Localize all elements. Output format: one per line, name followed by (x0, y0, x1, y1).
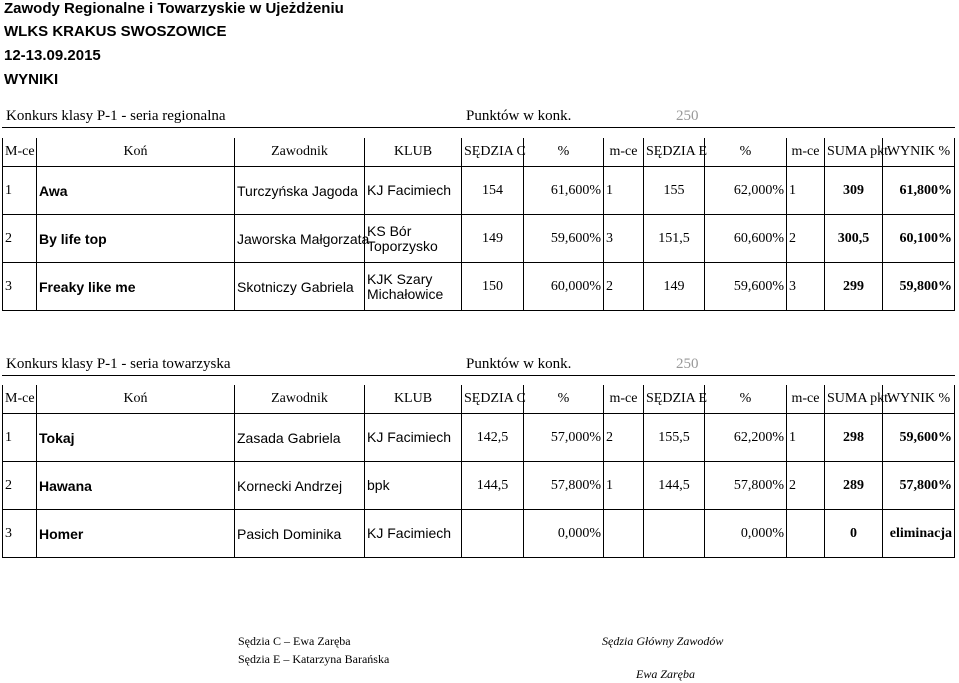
chief-judge-title-text: Sędzia Główny Zawodów (602, 634, 724, 648)
total-points: 289 (825, 462, 883, 510)
judge-e-score: 144,5 (644, 462, 705, 510)
judge-c-percent: 0,000% (524, 510, 604, 558)
result-percent: 57,800% (883, 462, 955, 510)
judge-e-rank: 2 (787, 215, 825, 263)
divider (2, 375, 955, 376)
section-title-bar (0, 106, 959, 128)
total-points: 0 (825, 510, 883, 558)
result-percent: 59,800% (883, 263, 955, 311)
judge-c-signature: Sędzia C – Ewa Zaręba (238, 634, 351, 648)
col-header: m-ce (787, 385, 825, 414)
col-header: Zawodnik (235, 138, 365, 167)
table-row (3, 462, 955, 510)
points-label: Punktów w konk. (466, 108, 572, 124)
section-title: Konkurs klasy P-1 - seria towarzyska (6, 356, 231, 372)
col-header: WYNIK % (883, 385, 955, 414)
judge-c-score (462, 510, 524, 558)
club-cell: KJ Facimiech (365, 414, 462, 462)
judge-c-percent: 61,600% (524, 167, 604, 215)
judge-c-score: 149 (462, 215, 524, 263)
table-row (3, 167, 955, 215)
judge-c-rank: 1 (604, 167, 644, 215)
result-percent: eliminacja (883, 510, 955, 558)
place-cell: 1 (3, 167, 37, 215)
results-table (2, 138, 955, 311)
total-points: 309 (825, 167, 883, 215)
table-header-row (3, 385, 955, 414)
points-value: 250 (676, 108, 699, 124)
judge-e-rank: 2 (787, 462, 825, 510)
col-header: SUMA pkt. (825, 385, 883, 414)
judge-e-score (644, 510, 705, 558)
event-title: Zawody Regionalne i Towarzyskie w Ujeżdżeniu (4, 0, 344, 17)
rider-cell: Kornecki Andrzej (235, 462, 365, 510)
club-cell: KJ Facimiech (365, 510, 462, 558)
col-header: SĘDZIA C (462, 138, 524, 167)
judge-c-percent: 59,600% (524, 215, 604, 263)
section-title: Konkurs klasy P-1 - seria regionalna (6, 108, 226, 124)
result-percent: 60,100% (883, 215, 955, 263)
judge-c-rank: 3 (604, 215, 644, 263)
col-header: m-ce (604, 385, 644, 414)
judge-c-percent: 60,000% (524, 263, 604, 311)
col-header: % (524, 385, 604, 414)
results-heading: WYNIKI (4, 71, 59, 88)
judge-e-percent: 60,600% (705, 215, 787, 263)
col-header: KLUB (365, 138, 462, 167)
judge-c-percent: 57,000% (524, 414, 604, 462)
judge-e-score: 155 (644, 167, 705, 215)
judge-c-score: 150 (462, 263, 524, 311)
judge-e-percent: 59,600% (705, 263, 787, 311)
place-cell: 2 (3, 215, 37, 263)
event-dates: 12-13.09.2015 (4, 47, 101, 64)
judge-e-score: 151,5 (644, 215, 705, 263)
rider-cell: Turczyńska Jagoda (235, 167, 365, 215)
chief-judge-name-text: Ewa Zaręba (636, 667, 696, 681)
table-row (3, 414, 955, 462)
points-value: 250 (676, 356, 699, 372)
col-header: SĘDZIA E (644, 385, 705, 414)
chief-judge-name (636, 667, 695, 682)
col-header: SUMA pkt. (825, 138, 883, 167)
col-header: m-ce (604, 138, 644, 167)
judge-e-signature: Sędzia E – Katarzyna Barańska (238, 652, 390, 666)
result-percent: 61,800% (883, 167, 955, 215)
col-header: KLUB (365, 385, 462, 414)
judge-e-percent: 62,000% (705, 167, 787, 215)
place-cell: 2 (3, 462, 37, 510)
horse-cell: By life top (37, 215, 235, 263)
col-header: m-ce (787, 138, 825, 167)
col-header: % (524, 138, 604, 167)
judge-e-rank (787, 510, 825, 558)
judge-e-percent: 57,800% (705, 462, 787, 510)
col-header: WYNIK % (883, 138, 955, 167)
judge-c-rank (604, 510, 644, 558)
col-header: M-ce (3, 385, 37, 414)
table-header-row (3, 138, 955, 167)
points-label: Punktów w konk. (466, 356, 572, 372)
total-points: 299 (825, 263, 883, 311)
judge-e-score: 149 (644, 263, 705, 311)
col-header: Koń (37, 138, 235, 167)
horse-cell: Freaky like me (37, 263, 235, 311)
section-title-bar (0, 354, 959, 376)
results-table (2, 385, 955, 558)
horse-cell: Hawana (37, 462, 235, 510)
col-header: % (705, 138, 787, 167)
judge-c-rank: 2 (604, 263, 644, 311)
judge-c-rank: 2 (604, 414, 644, 462)
total-points: 300,5 (825, 215, 883, 263)
judge-e-percent: 0,000% (705, 510, 787, 558)
judge-c-score: 144,5 (462, 462, 524, 510)
rider-cell: Skotniczy Gabriela (235, 263, 365, 311)
rider-cell: Pasich Dominika (235, 510, 365, 558)
judge-e-score: 155,5 (644, 414, 705, 462)
col-header: SĘDZIA E (644, 138, 705, 167)
club-cell: KS Bór Toporzysko (365, 215, 462, 263)
result-percent: 59,600% (883, 414, 955, 462)
horse-cell: Homer (37, 510, 235, 558)
place-cell: 1 (3, 414, 37, 462)
chief-judge-title (602, 634, 723, 649)
col-header: Zawodnik (235, 385, 365, 414)
divider (2, 127, 955, 128)
judge-e-rank: 1 (787, 414, 825, 462)
club-cell: KJK Szary Michałowice (365, 263, 462, 311)
table-row (3, 263, 955, 311)
judge-e-percent: 62,200% (705, 414, 787, 462)
judge-e-rank: 3 (787, 263, 825, 311)
judge-c-score: 142,5 (462, 414, 524, 462)
club-cell: bpk (365, 462, 462, 510)
judge-c-percent: 57,800% (524, 462, 604, 510)
judge-c-score: 154 (462, 167, 524, 215)
table-row (3, 510, 955, 558)
judge-c-rank: 1 (604, 462, 644, 510)
place-cell: 3 (3, 263, 37, 311)
club-name: WLKS KRAKUS SWOSZOWICE (4, 23, 227, 40)
total-points: 298 (825, 414, 883, 462)
table-row (3, 215, 955, 263)
place-cell: 3 (3, 510, 37, 558)
col-header: M-ce (3, 138, 37, 167)
club-cell: KJ Facimiech (365, 167, 462, 215)
horse-cell: Awa (37, 167, 235, 215)
col-header: % (705, 385, 787, 414)
col-header: Koń (37, 385, 235, 414)
rider-cell: Jaworska Małgorzata (235, 215, 365, 263)
rider-cell: Zasada Gabriela (235, 414, 365, 462)
judge-e-rank: 1 (787, 167, 825, 215)
horse-cell: Tokaj (37, 414, 235, 462)
col-header: SĘDZIA C (462, 385, 524, 414)
